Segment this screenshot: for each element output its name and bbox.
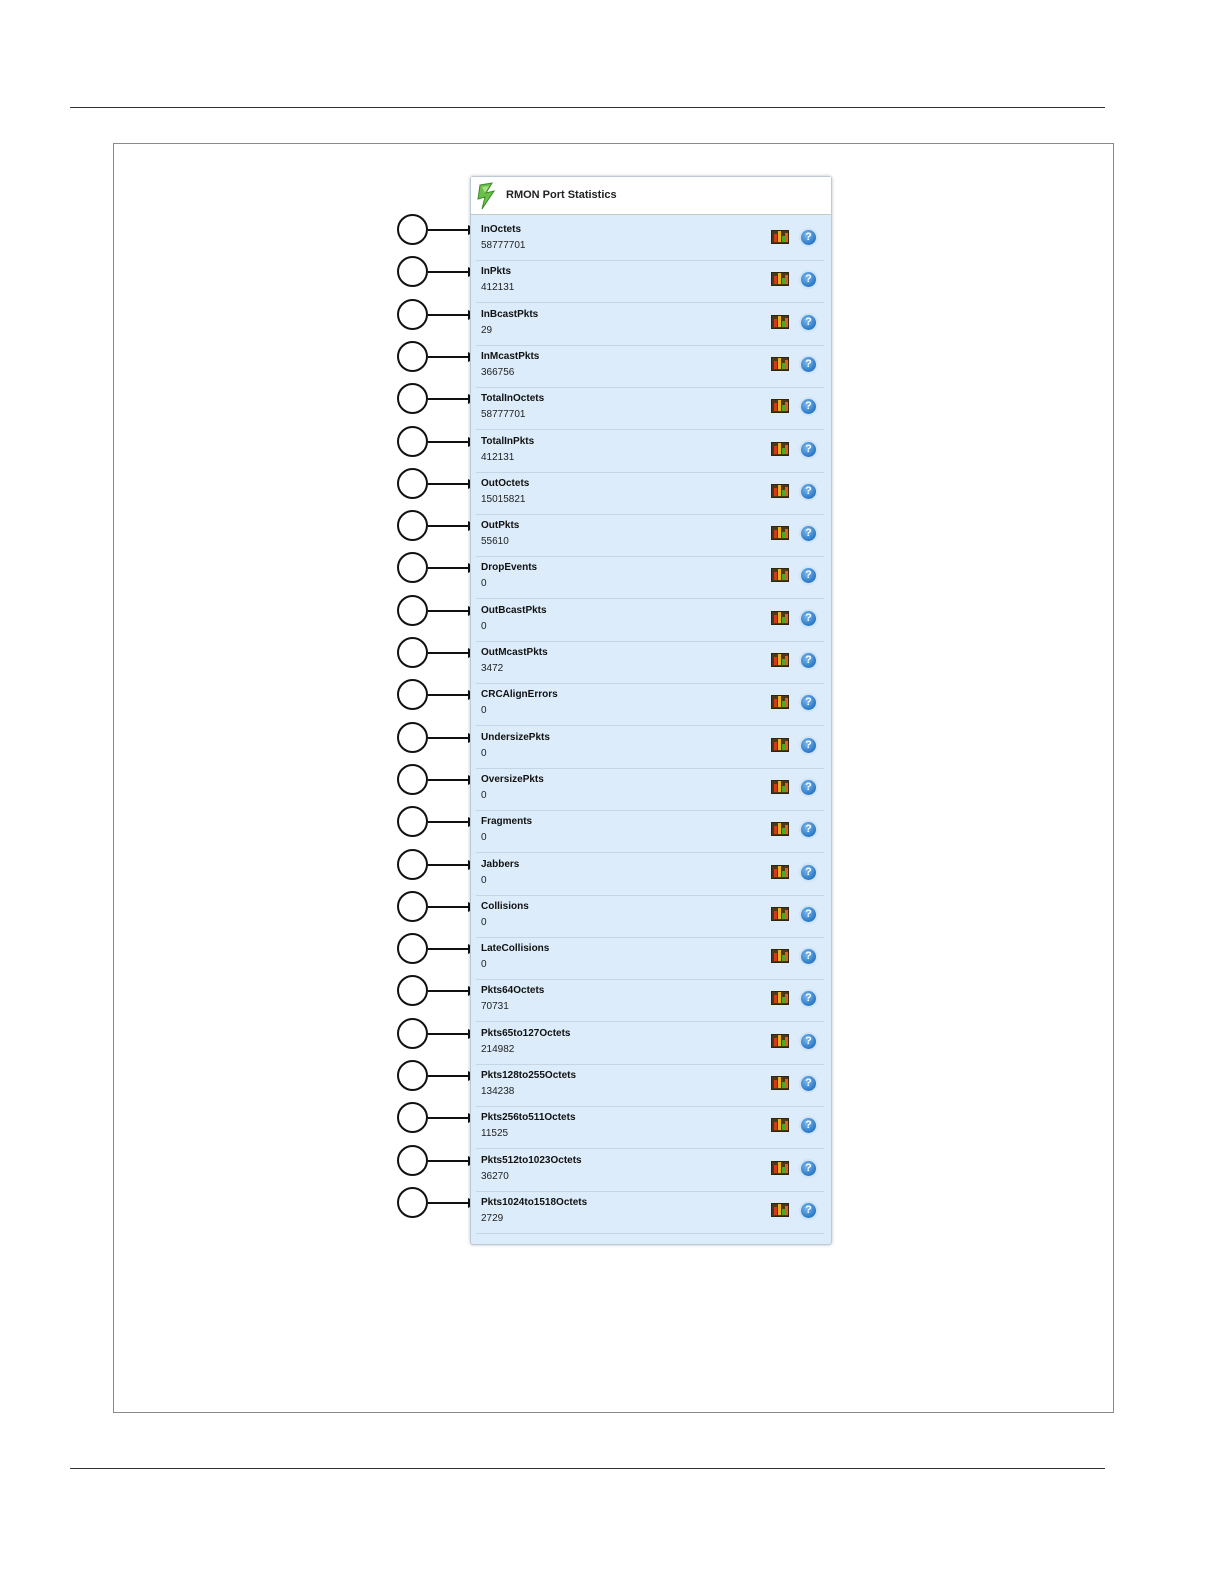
stat-value: 0: [481, 705, 487, 717]
bar-chart-icon[interactable]: [771, 738, 789, 752]
callout-circle: [397, 299, 428, 330]
stat-label: Collisions: [481, 900, 529, 912]
stat-value: 412131: [481, 282, 515, 294]
help-icon[interactable]: ?: [799, 397, 818, 416]
panel-header: [471, 177, 831, 215]
callout-line: [428, 652, 470, 654]
stat-value: 55610: [481, 536, 509, 548]
help-icon[interactable]: ?: [799, 778, 818, 797]
callout-circle: [397, 1187, 428, 1218]
callout-circle: [397, 975, 428, 1006]
stat-label: OversizePkts: [481, 773, 544, 785]
callout-line: [428, 525, 470, 527]
bar-chart-icon[interactable]: [771, 865, 789, 879]
stat-label: Jabbers: [481, 858, 520, 870]
callout-circle: [397, 679, 428, 710]
stat-value: 0: [481, 789, 487, 801]
bar-chart-icon[interactable]: [771, 399, 789, 413]
help-icon[interactable]: ?: [799, 693, 818, 712]
bar-chart-icon[interactable]: [771, 907, 789, 921]
callout-line: [428, 948, 470, 950]
stat-row: [476, 684, 824, 726]
bar-chart-icon[interactable]: [771, 1161, 789, 1175]
bar-chart-icon[interactable]: [771, 1034, 789, 1048]
help-icon[interactable]: ?: [799, 1116, 818, 1135]
help-icon[interactable]: ?: [799, 566, 818, 585]
callout-line: [428, 356, 470, 358]
callout-circle: [397, 426, 428, 457]
stat-row: [476, 557, 824, 599]
stat-row: [476, 727, 824, 769]
help-icon[interactable]: ?: [799, 313, 818, 332]
callout-circle: [397, 256, 428, 287]
help-icon[interactable]: ?: [799, 524, 818, 543]
help-icon[interactable]: ?: [799, 989, 818, 1008]
help-icon[interactable]: ?: [799, 355, 818, 374]
callout-circle: [397, 468, 428, 499]
callout-circle: [397, 1102, 428, 1133]
stat-label: Pkts256to511Octets: [481, 1112, 576, 1124]
stat-row: [476, 261, 824, 303]
stat-value: 70731: [481, 1001, 509, 1013]
stat-value: 366756: [481, 366, 515, 378]
stat-label: LateCollisions: [481, 943, 550, 955]
help-icon[interactable]: ?: [799, 905, 818, 924]
callout-line: [428, 441, 470, 443]
bar-chart-icon[interactable]: [771, 568, 789, 582]
stat-label: DropEvents: [481, 562, 538, 574]
callout-line: [428, 821, 470, 823]
stat-row: [476, 515, 824, 557]
callout-circle: [397, 849, 428, 880]
stat-value: 58777701: [481, 240, 526, 251]
stat-row: [476, 980, 824, 1022]
stat-value: 15015821: [481, 493, 526, 505]
callout-line: [428, 737, 470, 739]
callout-line: [428, 271, 470, 273]
stat-label: InBcastPkts: [481, 308, 539, 320]
callout-circle: [397, 383, 428, 414]
callout-circle: [397, 510, 428, 541]
bar-chart-icon[interactable]: [771, 991, 789, 1005]
stat-label: Pkts1024to1518Octets: [481, 1196, 588, 1208]
stat-row: [476, 1023, 824, 1065]
stat-row: [476, 854, 824, 896]
stat-label: Pkts65to127Octets: [481, 1027, 571, 1039]
stat-value: 412131: [481, 451, 515, 463]
stat-label: Pkts128to255Octets: [481, 1070, 577, 1081]
callout-circle: [397, 1018, 428, 1049]
stat-value: 11525: [481, 1128, 509, 1140]
stat-value: 2729: [481, 1212, 504, 1224]
stat-row: [476, 431, 824, 473]
stat-row: [476, 642, 824, 684]
callout-circle: [397, 764, 428, 795]
callout-line: [428, 610, 470, 612]
callout-line: [428, 1160, 470, 1162]
stat-value: 36270: [481, 1170, 509, 1182]
bar-chart-icon[interactable]: [771, 272, 789, 286]
stat-row: [476, 938, 824, 980]
stat-label: UndersizePkts: [481, 731, 550, 743]
stat-row: [476, 896, 824, 938]
stat-label: OutPkts: [481, 520, 520, 532]
bar-chart-icon[interactable]: [771, 230, 789, 244]
stat-value: 0: [481, 916, 487, 928]
stat-row: [476, 600, 824, 642]
callout-line: [428, 779, 470, 781]
stat-value: 0: [481, 747, 487, 759]
callout-circle: [397, 341, 428, 372]
stat-value: 0: [481, 832, 487, 844]
help-icon[interactable]: ?: [799, 947, 818, 966]
bar-chart-icon[interactable]: [771, 1076, 789, 1090]
panel-title: RMON Port Statistics: [506, 189, 617, 201]
bar-chart-icon[interactable]: [771, 1118, 789, 1132]
callout-line: [428, 1075, 470, 1077]
stat-value: 134238: [481, 1086, 515, 1097]
stat-row: [476, 1065, 824, 1107]
callout-line: [428, 398, 470, 400]
stat-label: Fragments: [481, 816, 533, 828]
stat-value: 214982: [481, 1043, 515, 1055]
bar-chart-icon[interactable]: [771, 315, 789, 329]
footer-rule: [70, 1468, 1105, 1469]
callout-circle: [397, 1060, 428, 1091]
bar-chart-icon[interactable]: [771, 526, 789, 540]
stat-row: [476, 1192, 824, 1234]
bar-chart-icon[interactable]: [771, 442, 789, 456]
callout-line: [428, 1033, 470, 1035]
help-icon[interactable]: ?: [799, 863, 818, 882]
stat-value: 3472: [481, 663, 504, 674]
stat-row: [476, 473, 824, 515]
help-icon[interactable]: ?: [799, 1074, 818, 1093]
help-icon[interactable]: ?: [799, 820, 818, 839]
help-icon[interactable]: ?: [799, 736, 818, 755]
stat-label: InMcastPkts: [481, 350, 540, 362]
help-icon[interactable]: ?: [799, 228, 818, 247]
stat-row: [476, 769, 824, 811]
callout-circle: [397, 806, 428, 837]
callout-line: [428, 990, 470, 992]
stat-value: 29: [481, 324, 493, 336]
rmon-port-statistics-panel: [470, 176, 832, 1245]
bar-chart-icon[interactable]: [771, 695, 789, 709]
callout-circle: [397, 1145, 428, 1176]
callout-line: [428, 864, 470, 866]
stat-value: 0: [481, 578, 487, 590]
callout-circle: [397, 637, 428, 668]
stat-row: [476, 219, 824, 261]
bar-chart-icon[interactable]: [771, 653, 789, 667]
bar-chart-icon[interactable]: [771, 780, 789, 794]
callout-line: [428, 567, 470, 569]
stat-label: Pkts512to1023Octets: [481, 1154, 582, 1166]
stat-row: [476, 1150, 824, 1192]
bar-chart-icon[interactable]: [771, 1203, 789, 1217]
callout-line: [428, 1117, 470, 1119]
stat-label: TotalInOctets: [481, 393, 545, 405]
callout-circle: [397, 933, 428, 964]
bar-chart-icon[interactable]: [771, 949, 789, 963]
help-icon[interactable]: ?: [799, 1159, 818, 1178]
stat-label: TotalInPkts: [481, 435, 535, 447]
header-rule: [70, 107, 1105, 108]
stat-value: 0: [481, 959, 487, 971]
help-icon[interactable]: ?: [799, 270, 818, 289]
stat-label: InOctets: [481, 224, 522, 235]
help-icon[interactable]: ?: [799, 1201, 818, 1220]
stat-label: CRCAlignErrors: [481, 689, 558, 701]
rmon-logo-icon: [476, 181, 498, 211]
callout-line: [428, 694, 470, 696]
callout-circle: [397, 722, 428, 753]
stat-row: [476, 811, 824, 853]
stat-value: 0: [481, 874, 487, 886]
bar-chart-icon[interactable]: [771, 822, 789, 836]
bar-chart-icon[interactable]: [771, 611, 789, 625]
callout-line: [428, 229, 470, 231]
stat-row: [476, 304, 824, 346]
bar-chart-icon[interactable]: [771, 484, 789, 498]
stat-label: Pkts64Octets: [481, 985, 545, 997]
stat-label: InPkts: [481, 266, 512, 278]
stat-label: OutBcastPkts: [481, 604, 547, 616]
callout-circle: [397, 552, 428, 583]
bar-chart-icon[interactable]: [771, 357, 789, 371]
stat-value: 58777701: [481, 409, 526, 421]
callout-line: [428, 483, 470, 485]
stat-row: [476, 346, 824, 388]
help-icon[interactable]: ?: [799, 1032, 818, 1051]
callout-line: [428, 906, 470, 908]
help-icon[interactable]: ?: [799, 482, 818, 501]
callout-circle: [397, 595, 428, 626]
help-icon[interactable]: ?: [799, 440, 818, 459]
callout-line: [428, 314, 470, 316]
stat-label: OutMcastPkts: [481, 647, 548, 658]
stat-label: OutOctets: [481, 477, 530, 489]
callout-circle: [397, 891, 428, 922]
help-icon[interactable]: ?: [799, 609, 818, 628]
stat-row: [476, 388, 824, 430]
stat-value: 0: [481, 620, 487, 632]
callout-line: [428, 1202, 470, 1204]
help-icon[interactable]: ?: [799, 651, 818, 670]
stat-row: [476, 1107, 824, 1149]
callout-circle: [397, 214, 428, 245]
